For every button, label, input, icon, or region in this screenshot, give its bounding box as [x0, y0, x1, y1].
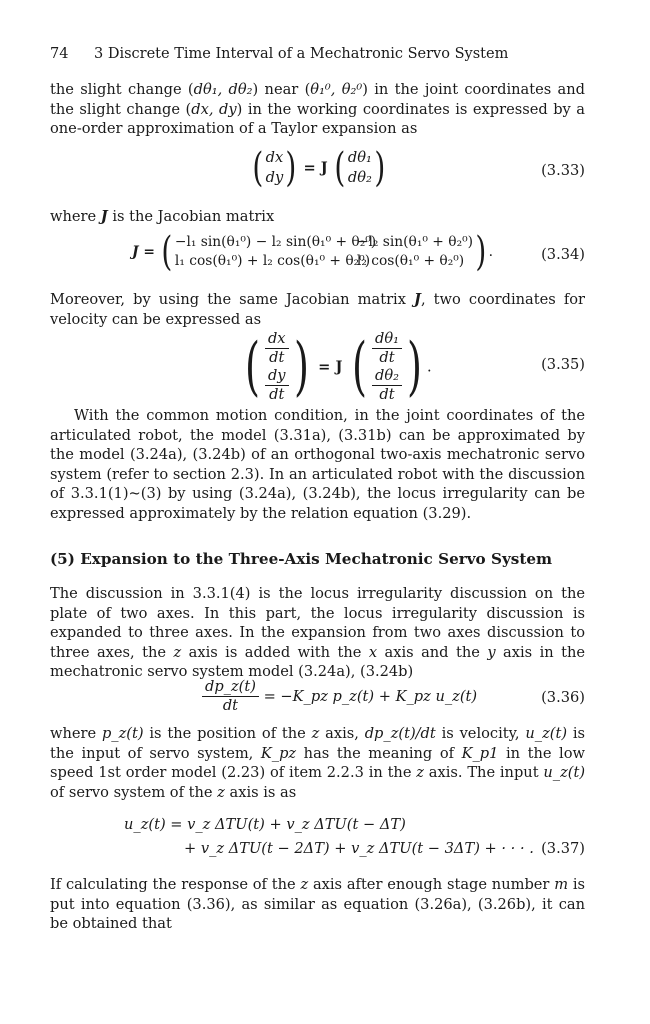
equation-number: (3.37) [541, 840, 585, 857]
paragraph-motion-condition: With the common motion condition, in the joint coordinates of the articulated robot, the model (3.31a), (3.31b) can be approximated by the model (3.24a), (3.24b) of an orthogonal two-axis mechatronic servo system (refer to section 2.3). In an articulated robot with the discussion of 3.3.1(1)~(3) by using (3.24a), (3.24b), the locus irregularity can be expressed approximately by the relation equation (3.29). [50, 407, 585, 522]
page-number: 74 [50, 46, 69, 62]
paragraph-jacobian: where J is the Jacobian matrix [50, 208, 275, 225]
paragraph-velocity: Moreover, by using the same Jacobian matrix J, two coordinates for velocity can be expressed as [50, 291, 586, 328]
equation-3-33: ( dx dy) = J ( dθ₁ dθ₂) (3.33) [252, 145, 585, 191]
paragraph-response: If calculating the response of the z axis after enough stage number m is put into equation (3.36), as similar as equation (3.26a), (3.26b), it can be obtained that [50, 876, 586, 933]
equation-number: (3.36) [541, 689, 585, 706]
section-heading: (5) Expansion to the Three-Axis Mechatronic Servo System [50, 550, 553, 568]
paragraph-three-axis: The discussion in 3.3.1(4) is the locus irregularity discussion on the plate of two axes. In this part, the locus irregularity discussion is expanded to three axes. In the expansion from two axes discussion to three axes, the z axis is added with the x axis and the y axis in the mechatronic servo system model (3.24a), (3.24b) [50, 585, 585, 681]
equation-3-34: J = ( −l₁ sin(θ₁⁰) − l₂ sin(θ₁⁰ + θ₂⁰)−l₂ sin(θ₁⁰ + θ₂⁰) l₁ cos(θ₁⁰) + l₂ cos(θ₁⁰ + θ₂⁰)l₂ cos(θ₁⁰ + θ₂⁰) ) . (3.34) [132, 229, 585, 275]
equation-number: (3.33) [541, 162, 585, 179]
equation-number: (3.34) [541, 246, 585, 263]
equation-3-37: u_z(t) = v_z ΔTU(t) + v_z ΔTU(t − ΔT) + v_z ΔTU(t − 2ΔT) + v_z ΔTU(t − 3ΔT) + · · · . (3.37) [124, 816, 585, 857]
paragraph-z-axis-definitions: where p_z(t) is the position of the z axis, dp_z(t)/dt is velocity, u_z(t) is the input of servo system, K_pz has the meaning of K_p1 in the low speed 1st order model (2.23) of item 2.2.3 in the z axis. The input u_z(t) of servo system of the z axis is as [50, 725, 586, 801]
running-header [50, 46, 590, 62]
running-title: 3 Discrete Time Interval of a Mechatronic Servo System [94, 46, 509, 62]
equation-3-36: $\frac{dp\_z(t)}{dt}$ = −K_pz p_z(t) + K_pz u_z(t) (3.36) [50, 678, 585, 722]
equation-number: (3.35) [541, 356, 585, 373]
paragraph-taylor: the slight change (dθ₁, dθ₂) near (θ₁⁰, θ₂⁰) in the joint coordinates and the slight change (dx, dy) in the working coordinates is expressed by a one-order approximation of a Taylor expansion as [50, 81, 586, 138]
equation-3-35: ( $\frac{dx}{dt}$ $\frac{dy}{dt}$ ) = J ( $\frac{\text{dθ₁}}{dt}$ $\frac{\text{dθ₂}}{dt}$ ) . (3.35) [244, 330, 585, 404]
